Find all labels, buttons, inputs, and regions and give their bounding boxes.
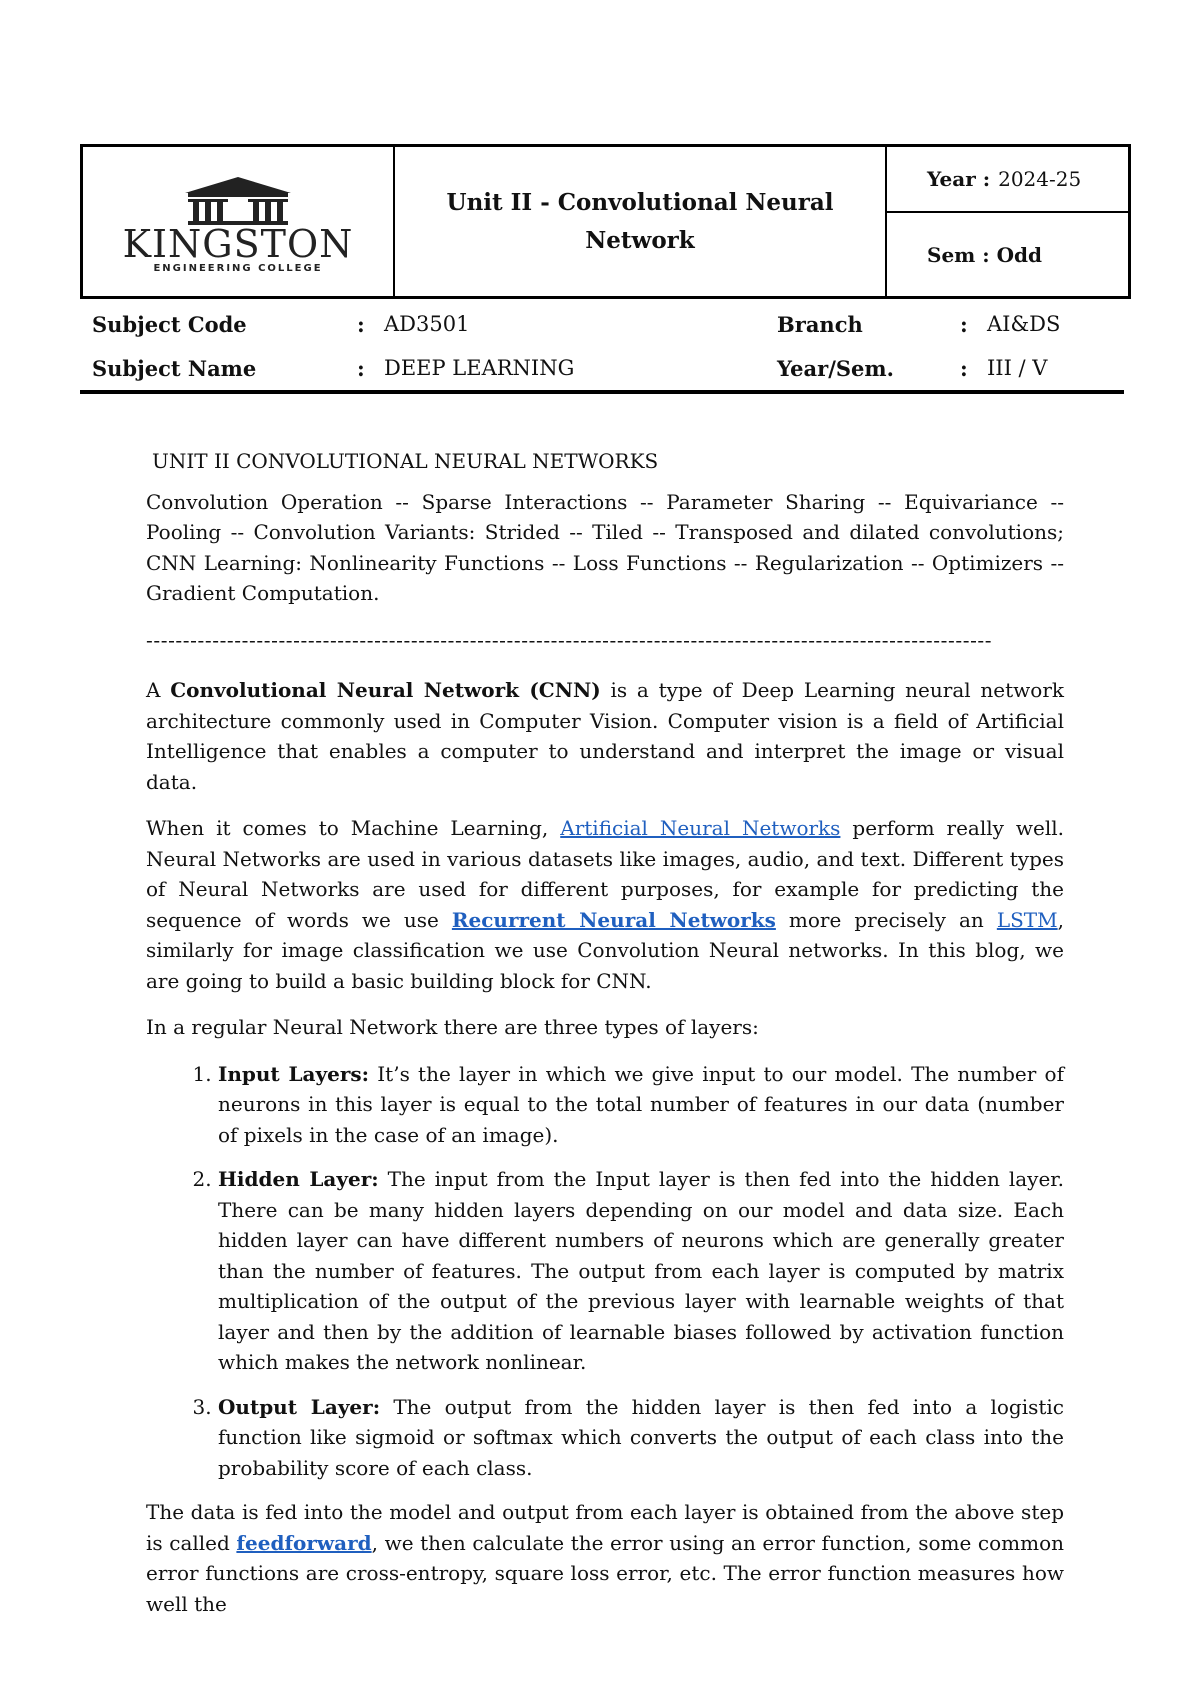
logo-wordmark: KINGSTON: [122, 222, 354, 266]
yearsem-label: Year/Sem.: [777, 356, 894, 381]
layer-title: Input Layers:: [218, 1061, 370, 1086]
subject-code-label: Subject Code: [92, 312, 247, 337]
year-label: Year :: [927, 167, 991, 191]
layer-text: The output from the hidden layer is then fed into a logistic function like sigmoid or softmax which converts the output of each class into the probability score of each class.: [218, 1394, 1065, 1480]
subject-code-value: AD3501: [384, 312, 470, 336]
subject-info: [92, 312, 1122, 400]
syllabus-paragraph: Convolution Operation -- Sparse Interactions -- Parameter Sharing -- Equivariance -- Pooling -- Convolution Variants: Strided -- Tiled -- Transposed and dilated convolutions; CNN Learning: Nonlinearity Functions -- Loss Functions -- Regularization -- Optimizers --Gradient Computation.: [146, 489, 1064, 605]
layers-intro: In a regular Neural Network there are three types of layers:: [146, 1015, 759, 1039]
logo-cell: [83, 147, 395, 296]
dashed-divider: -------------------------------------------------------------------------------------------------------------------: [146, 627, 993, 652]
layer-text: It’s the layer in which we give input to our model. The number of neurons in this layer is equal to the total number of features in our data (number of pixels in the case of an image).: [218, 1061, 1064, 1147]
divider-rule: [80, 390, 1124, 394]
branch-label: Branch: [777, 312, 863, 337]
document-body: [146, 446, 1064, 1635]
ann-link[interactable]: Artificial Neural Networks: [560, 816, 841, 840]
lstm-link[interactable]: LSTM: [996, 907, 1058, 932]
cnn-term: Convolutional Neural Network (CNN): [170, 678, 601, 702]
list-item: [218, 1164, 1064, 1378]
branch-value: AI&DS: [987, 312, 1061, 336]
text-run: , similarly for image classification we use Convolution Neural networks. In this blog, we are going to build a basic building block for CNN.: [146, 907, 1064, 993]
year-value: 2024-25: [998, 167, 1082, 191]
layer-text: The input from the Input layer is then fed into the hidden layer. There can be many hidden layers depending on our model and data size. Each hidden layer can have different numbers of neurons which are generally greater than the number of features. The output from each layer is computed by matrix multiplication of the output of the previous layer with learnable weights of that layer and then by the addition of learnable biases followed by activation function which makes the network nonlinear.: [218, 1167, 1064, 1374]
meta-cell: [887, 147, 1128, 296]
text-run: When it comes to Machine Learning,: [146, 816, 561, 840]
layer-title: Output Layer:: [218, 1394, 381, 1419]
colon: :: [960, 312, 968, 337]
text-run: more precisely an: [775, 907, 997, 932]
text-run: perform really well. Neural Networks are used in various datasets like images, audio, and text. Different types of Neural Networks are used for different purposes, for example for predicting the sequence of words we use: [146, 816, 1064, 932]
unit-heading: UNIT II CONVOLUTIONAL NEURAL NETWORKS: [152, 449, 659, 473]
text-run: is a type of Deep Learning neural network architecture commonly used in Computer Vision. Computer vision is a field of Artificial Intelligence that enables a computer to understand and interpret the image or visual data.: [146, 678, 1064, 794]
year-cell: [887, 147, 1128, 213]
text-run: The data is fed into the model and output from each layer is obtained from the above step is called: [146, 1500, 1064, 1555]
subject-name-label: Subject Name: [92, 356, 257, 381]
ann-paragraph: [146, 813, 1064, 996]
document-title: Unit II - Convolutional Neural Network: [446, 188, 834, 254]
layers-list: [146, 1059, 1064, 1484]
layer-title: Hidden Layer:: [218, 1167, 379, 1191]
list-item: [218, 1392, 1064, 1484]
college-logo: [93, 165, 383, 275]
rnn-link[interactable]: Recurrent Neural Networks: [451, 907, 776, 932]
text-run: A: [146, 678, 171, 702]
colon: :: [357, 312, 365, 337]
colon: :: [357, 356, 365, 381]
sem-cell: [887, 213, 1128, 296]
colon: :: [960, 356, 968, 381]
title-cell: [395, 147, 887, 296]
text-run: , we then calculate the error using an error function, some common error functions are cross-entropy, square loss error, etc. The error function measures how well the: [146, 1530, 1065, 1616]
feedforward-link[interactable]: feedforward: [236, 1530, 372, 1555]
logo-subtitle: ENGINEERING COLLEGE: [153, 263, 323, 274]
subject-name-value: DEEP LEARNING: [384, 356, 575, 380]
cnn-intro-paragraph: [146, 675, 1064, 797]
feedforward-paragraph: [146, 1497, 1064, 1619]
info-row: [92, 312, 1122, 356]
yearsem-value: III / V: [987, 356, 1048, 380]
sem-label: Sem : Odd: [927, 242, 1043, 267]
header-table: [80, 144, 1131, 299]
list-item: [218, 1059, 1064, 1151]
